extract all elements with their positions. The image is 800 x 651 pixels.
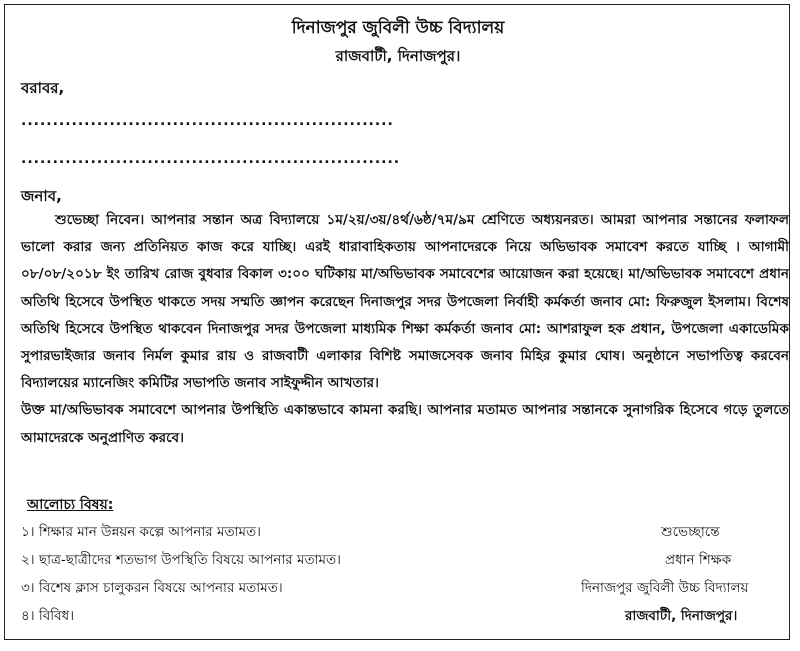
- signature-title: প্রধান শিক্ষক: [665, 552, 732, 568]
- salutation: জনাব,: [21, 187, 62, 205]
- recipient-blank-line-2: ............................................................: [21, 151, 401, 167]
- body-paragraph-2: উক্ত মা/অভিভাবক সমাবেশে আপনার উপস্থিতি একান্তভাবে কামনা করছি। আপনার মতামত আপনার সন্তানকে সুনাগরিক হিসেবে গড়ে তুলতে আমাদেরকে অনুপ্রাণিত করবে।: [21, 402, 789, 446]
- letter-body: [21, 207, 789, 452]
- agenda-item: ২। ছাত্র-ছাত্রীদের শতভাগ উপস্থিতি বিষয়ে আপনার মতামত।: [21, 552, 341, 568]
- recipient-label: বরাবর,: [21, 79, 65, 97]
- agenda-item: ৪। বিবিধ।: [21, 608, 75, 624]
- agenda-item: ৩। বিশেষ ক্লাস চালুকরন বিষয়ে আপনার মতামত।: [21, 580, 283, 596]
- letter-frame: [4, 4, 790, 640]
- body-paragraph-1: শুভেচ্ছা নিবেন। আপনার সন্তান অত্র বিদ্যালয়ে ১ম/২য়/৩য়/৪র্থ/৬ষ্ঠ/৭ম/৯ম শ্রেণিতে অধ্যয়নরত। আমরা আপনার সন্তানের ফলাফল ভালো করার জন্য প্রতিনিয়ত কাজ করে যাচ্ছি। এরই ধারাবাহিকতায় আপনাদেরকে নিয়ে অভিভাবক সমাবেশ করতে যাচ্ছি । আগামী ০৮/০৮/২০১৮ ইং তারিখ রোজ বুধবার বিকাল ৩:০০ ঘটিকায় মা/অভিভাবক সমাবেশের আয়োজন করা হয়েছে। মা/অভিভাবক সমাবেশে প্রধান অতিথি হিসেবে উপস্থিত থাকতে সদয় সম্মতি জ্ঞাপন করেছেন দিনাজপুর সদর উপজেলা নির্বাহী কর্মকর্তা জনাব মো: ফিরুজুল ইসলাম। বিশেষ অতিথি হিসেবে উপস্থিত থাকবেন দিনাজপুর সদর উপজেলা মাধ্যমিক শিক্ষা কর্মকর্তা জনাব মো: আশরাফুল হক প্রধান, উপজেলা একাডেমিক সুপারভাইজার জনাব নির্মল কুমার রায় ও রাজবাটী এলাকার বিশিষ্ট সমাজসেবক জনাব মিহির কুমার ঘোষ। অনুষ্ঠানে সভাপতিত্ব করবেন বিদ্যালয়ের ম্যানেজিং কমিটির সভাপতি জনাব সাইফুদ্দীন আখতার।: [21, 212, 789, 392]
- signature-greeting: শুভেচ্ছান্তে: [661, 524, 720, 540]
- school-address: রাজবাটী, দিনাজপুর।: [335, 47, 461, 65]
- signature-school: দিনাজপুর জুবিলী উচ্চ বিদ্যালয়: [581, 580, 749, 596]
- recipient-blank-line-1: ...........................................................: [21, 113, 394, 129]
- signature-address: রাজবাটী, দিনাজপুর।: [625, 608, 738, 624]
- agenda-heading: আলোচ্য বিষয়:: [27, 497, 114, 513]
- school-name: দিনাজপুর জুবিলী উচ্চ বিদ্যালয়: [291, 18, 505, 38]
- agenda-item: ১। শিক্ষার মান উন্নয়ন কল্পে আপনার মতামত।: [21, 524, 261, 540]
